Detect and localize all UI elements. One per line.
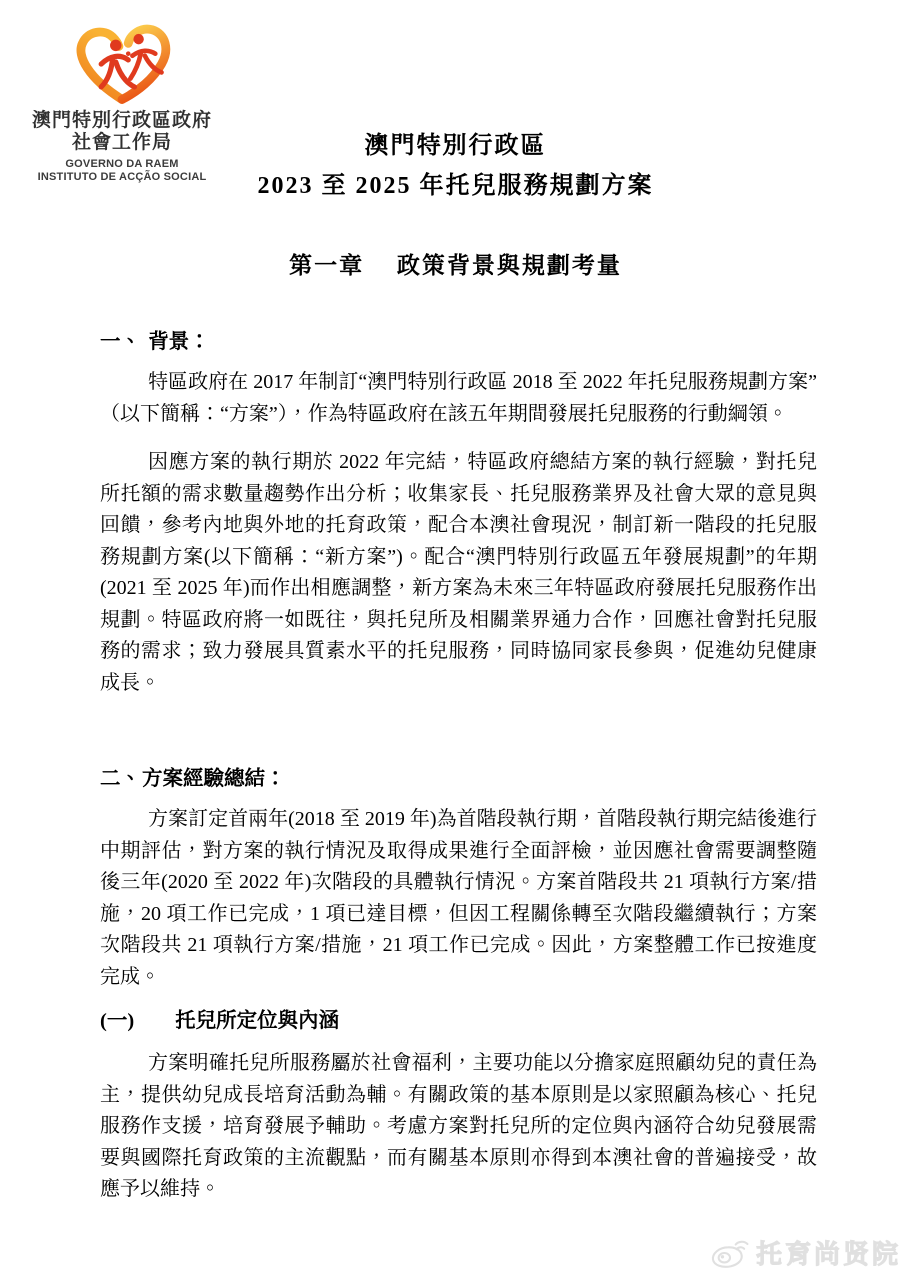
- paragraph-positioning-1: 方案明確托兒所服務屬於社會福利，主要功能以分擔家庭照顧幼兒的責任為主，提供幼兒成長培育活動為輔。有關政策的基本原則是以家照顧為核心、托兒服務作支援，培育發展予輔助。考慮方案對托兒所的定位與內涵符合幼兒發展需要與國際托育政策的主流觀點，而有關基本原則亦得到本澳社會的普遍接受，故應予以維持。: [100, 1052, 817, 1200]
- paragraph-background-1: 特區政府在 2017 年制訂“澳門特別行政區 2018 至 2022 年托兒服務規劃方案”（以下簡稱：“方案”），作為特區政府在該五年期間發展托兒服務的行動綱領。: [100, 371, 817, 425]
- section-heading-background: [100, 328, 817, 356]
- subsection-heading-positioning: [100, 1007, 817, 1035]
- document-title-line2: 2023 至 2025 年托兒服務規劃方案: [257, 173, 654, 199]
- paragraph-summary-1: 方案訂定首兩年(2018 至 2019 年)為首階段執行期，首階段執行期完結後進行中期評估，對方案的執行情況及取得成果進行全面評檢，並因應社會需要調整隨後三年(2020 至 2022 年)次階段的具體執行情況。方案首階段共 21 項執行方案/措施，20 項工作已完成，1 項已達目標，但因工程關係轉至次階段繼續執行；方案次階段共 21 項執行方案/措施，21 項工作已完成。因此，方案整體工作已按進度完成。: [100, 808, 817, 988]
- org-name-pt: [30, 158, 214, 184]
- ias-heart-logo-icon: [70, 18, 174, 106]
- section-title: 背景：: [148, 331, 210, 353]
- issuer-logo-block: [30, 18, 214, 184]
- subsection-marker: (一): [100, 1010, 135, 1032]
- weibo-icon: [709, 1236, 751, 1270]
- org-name-pt-line1: GOVERNO DA RAEM: [65, 158, 179, 170]
- org-name-zh-line1: 澳門特別行政區政府: [31, 110, 212, 131]
- org-name-pt-line2: INSTITUTO DE ACÇÃO SOCIAL: [37, 171, 207, 183]
- section-marker: 一、: [100, 331, 141, 353]
- org-name-zh: [30, 110, 214, 154]
- paragraph-background-2: 因應方案的執行期於 2022 年完結，特區政府總結方案的執行經驗，對托兒所托額的需求數量趨勢作出分析；收集家長、托兒服務業界及社會大眾的意見與回饋，參考內地與外地的托育政策，配合本澳社會現況，制訂新一階段的托兒服務規劃方案(以下簡稱：“新方案”)。配合“澳門特別行政區五年發展規劃”的年期(2021 至 2025 年)而作出相應調整，新方案為未來三年特區政府發展托兒服務作出規劃。特區政府將一如既往，與托兒所及相關業界通力合作，回應社會對托兒服務的需求；致力發展具質素水平的托兒服務，同時協同家長參與，促進幼兒健康成長。: [100, 451, 817, 694]
- section-heading-summary: [100, 765, 817, 793]
- org-name-zh-line2: 社會工作局: [71, 132, 172, 153]
- document-title-line1: 澳門特別行政區: [364, 133, 547, 159]
- watermark-label: 托育尚贤院: [755, 1239, 901, 1269]
- watermark: [709, 1234, 901, 1271]
- subsection-title: 托兒所定位與內涵: [175, 1010, 340, 1032]
- section-title: 方案經驗總結：: [142, 768, 286, 790]
- chapter-heading: 第一章 政策背景與規劃考量: [289, 253, 622, 278]
- section-marker: 二、: [100, 768, 141, 790]
- document-body: [100, 328, 817, 1206]
